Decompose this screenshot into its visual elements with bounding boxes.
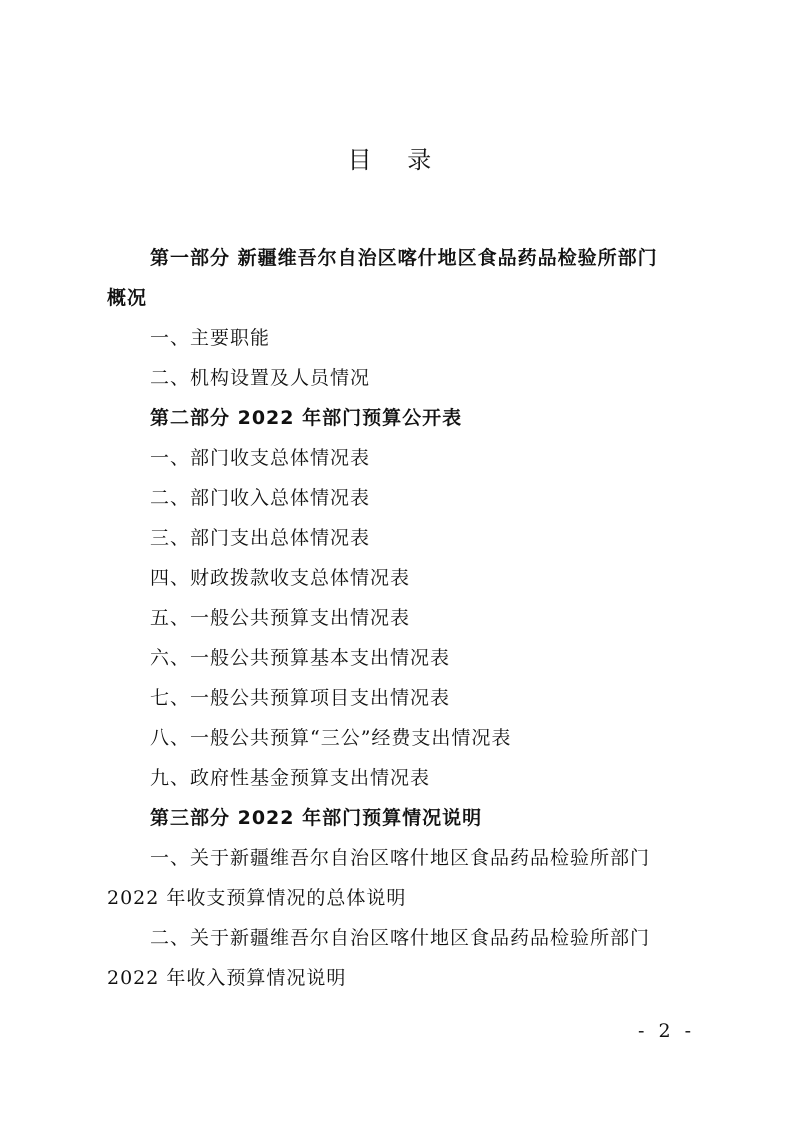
part1-heading-continued: 概况 [107, 287, 148, 309]
toc-item: 三、部门支出总体情况表 [150, 527, 371, 549]
toc-item: 九、政府性基金预算支出情况表 [150, 767, 431, 789]
toc-item: 二、关于新疆维吾尔自治区喀什地区食品药品检验所部门 [150, 927, 651, 949]
toc-item: 二、部门收入总体情况表 [150, 487, 371, 509]
toc-item: 一、部门收支总体情况表 [150, 447, 371, 469]
toc-item-continued: 2022 年收入预算情况说明 [107, 967, 347, 989]
toc-item: 一、主要职能 [150, 327, 271, 349]
part2-heading: 第二部分 2022 年部门预算公开表 [150, 407, 463, 429]
toc-item: 八、一般公共预算“三公”经费支出情况表 [150, 727, 512, 749]
toc-item: 一、关于新疆维吾尔自治区喀什地区食品药品检验所部门 [150, 847, 651, 869]
page-number: - 2 - [637, 1020, 695, 1042]
toc-item-continued: 2022 年收支预算情况的总体说明 [107, 887, 407, 909]
toc-item: 五、一般公共预算支出情况表 [150, 607, 411, 629]
part3-heading: 第三部分 2022 年部门预算情况说明 [150, 807, 483, 829]
toc-item: 四、财政拨款收支总体情况表 [150, 567, 411, 589]
toc-item: 二、机构设置及人员情况 [150, 367, 371, 389]
page-title: 目 录 [347, 146, 446, 174]
part1-heading: 第一部分 新疆维吾尔自治区喀什地区食品药品检验所部门 [150, 247, 658, 269]
toc-item: 六、一般公共预算基本支出情况表 [150, 647, 451, 669]
toc-item: 七、一般公共预算项目支出情况表 [150, 687, 451, 709]
